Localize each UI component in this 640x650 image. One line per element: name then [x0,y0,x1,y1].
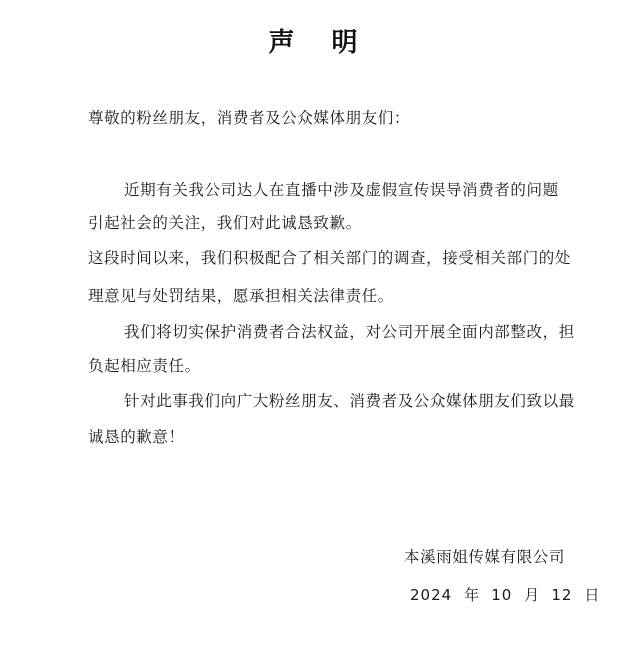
signature-company: 本溪雨姐传媒有限公司 [404,548,566,566]
date-month-unit: 月 [524,586,540,604]
date-year: 2024 [410,586,453,604]
date-year-unit: 年 [464,586,480,604]
paragraph-2-line-2: 理意见与处罚结果，愿承担相关法律责任。 [88,287,394,305]
paragraph-3-line-2: 负起相应责任。 [88,357,201,375]
paragraph-3-line-1: 我们将切实保护消费者合法权益，对公司开展全面内部整改，担 [124,323,575,341]
paragraph-1-line-2: 引起社会的关注，我们对此诚恳致歉。 [88,214,362,232]
salutation: 尊敬的粉丝朋友，消费者及公众媒体朋友们： [88,109,411,127]
paragraph-4-line-1: 针对此事我们向广大粉丝朋友、消费者及公众媒体朋友们致以最 [124,392,575,410]
date-day-unit: 日 [584,586,600,604]
signature-date [410,584,611,605]
document-title: 声 明 [268,28,372,58]
paragraph-1-line-1: 近期有关我公司达人在直播中涉及虚假宣传误导消费者的问题 [124,181,559,199]
paragraph-4-line-2: 诚恳的歉意！ [88,428,185,446]
date-day: 12 [551,586,573,604]
paragraph-2-line-1: 这段时间以来，我们积极配合了相关部门的调查，接受相关部门的处 [88,249,572,267]
date-month: 10 [491,586,513,604]
